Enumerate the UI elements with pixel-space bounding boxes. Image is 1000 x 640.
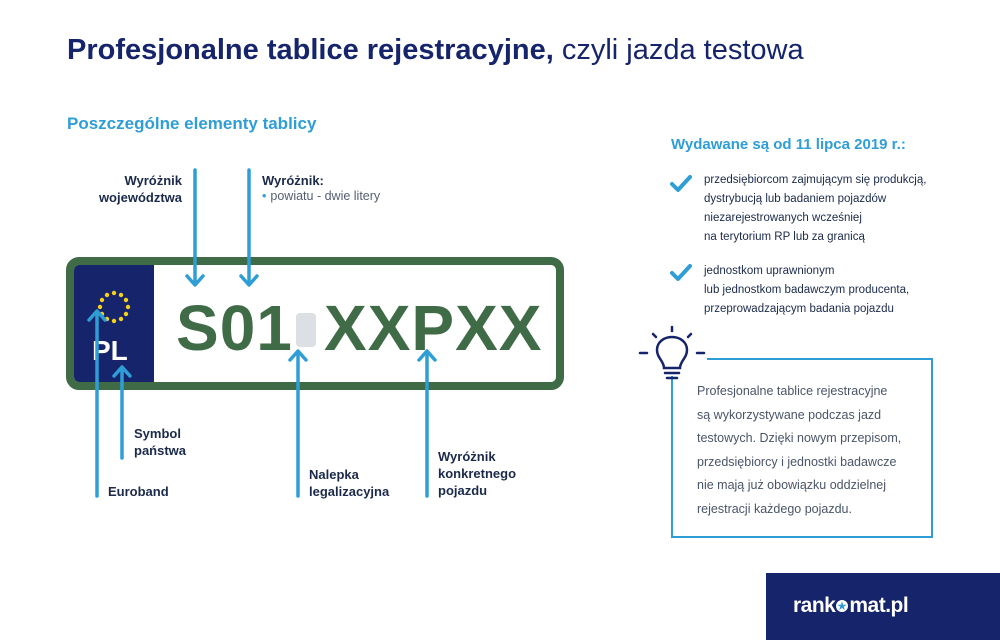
issued-item-1: przedsiębiorcom zajmującym się produkcją, dystrybucją lub badaniem pojazdów niezarejestrowanych wcześniej na terytorium RP lub za granicą: [704, 174, 927, 243]
page-title-light: czyli jazda testowa: [553, 34, 804, 66]
label-vehicle: Wyróżnik konkretnego pojazdu: [438, 449, 517, 498]
plate-prefix: S01: [176, 292, 293, 364]
arrow-down-district-icon: [241, 170, 257, 285]
country-code: PL: [92, 335, 128, 366]
label-euroband: Euroband: [108, 484, 169, 499]
section-title: Poszczególne elementy tablicy: [67, 114, 317, 133]
arrow-up-sticker-icon: [290, 351, 306, 496]
lightbulb-icon: [637, 325, 707, 387]
arrow-up-vehicle-icon: [419, 351, 435, 496]
logo-star-icon: [835, 599, 849, 613]
page-title-bold: Profesjonalne tablice rejestracyjne,: [67, 34, 554, 66]
label-district-sub-text: powiatu - dwie litery: [270, 189, 381, 203]
logo-text-after: mat.pl: [849, 594, 909, 617]
rankomat-logo[interactable]: [793, 594, 908, 618]
logo-text-before: rank: [793, 594, 836, 617]
plate-suffix: XXPXX: [324, 292, 543, 364]
label-voivodeship: Wyróżnik województwa: [98, 173, 182, 205]
info-text: Profesjonalne tablice rejestracyjne są wykorzystywane podczas jazd testowych. Dzięki nowym przepisom, przedsiębiorcy i jednostki badawcze nie mają już obowiązku oddzielnej rejestracji każdego pojazdu.: [697, 384, 902, 516]
label-country-symbol: Symbol państwa: [134, 426, 187, 458]
footer-bar: [766, 573, 1000, 640]
label-district: Wyróżnik:: [262, 173, 324, 188]
arrow-up-country-icon: [114, 367, 130, 458]
checkmark-icon: [670, 264, 692, 282]
bullet-dot-icon: •: [262, 189, 267, 203]
issued-title: Wydawane są od 11 lipca 2019 r.:: [671, 136, 906, 153]
label-sticker: Nalepka legalizacyjna: [309, 467, 390, 499]
arrow-down-voivodeship-icon: [187, 170, 203, 285]
arrow-up-euroband-icon: [89, 311, 105, 496]
issued-item-2: jednostkom uprawnionym lub jednostkom badawczym producenta, przeprowadzającym badania pojazdu: [704, 265, 910, 315]
checkmark-icon: [670, 175, 692, 193]
